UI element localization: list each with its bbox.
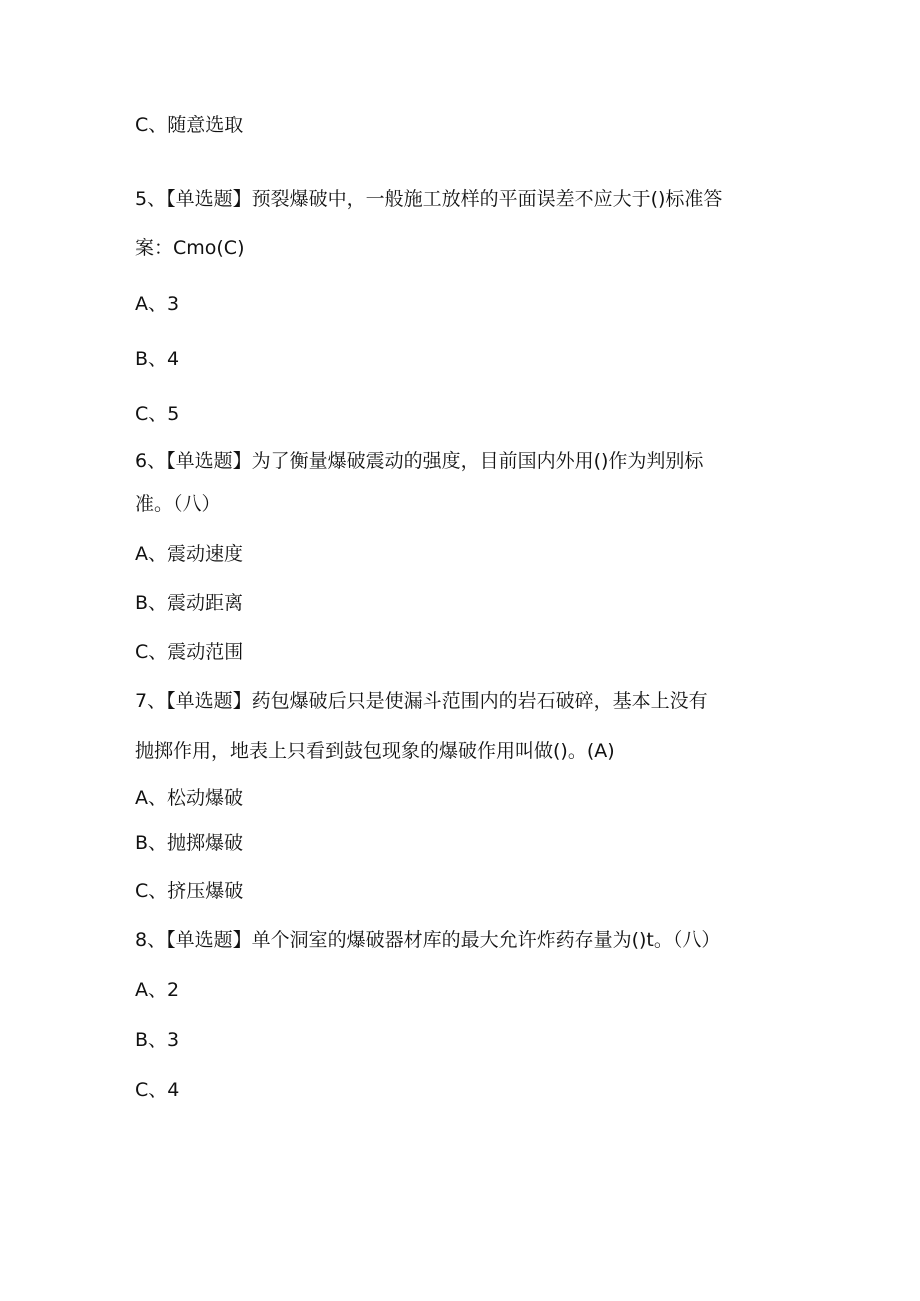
q8-stem-line-1: 8、【单选题】单个洞室的爆破器材库的最大允许炸药存量为()t。（八） [135,929,721,951]
q6-option-a: A、震动速度 [135,543,243,565]
q8-option-a: A、2 [135,979,180,1001]
q7-option-c: C、挤压爆破 [135,880,244,902]
q7-option-a: A、松动爆破 [135,787,243,809]
q5-stem-line-1: 5、【单选题】预裂爆破中，一般施工放样的平面误差不应大于()标准答 [135,188,723,210]
q6-option-c: C、震动范围 [135,641,244,663]
q5-option-b: B、4 [135,348,180,370]
q5-option-c: C、5 [135,403,180,425]
q5-stem-line-2: 案：Cmo(C) [135,237,245,259]
q8-option-c: C、4 [135,1079,180,1101]
q6-stem-line-1: 6、【单选题】为了衡量爆破震动的强度，目前国内外用()作为判别标 [135,450,704,472]
q6-stem-line-2: 准。（八） [135,493,221,515]
q5-option-a: A、3 [135,293,180,315]
q6-option-b: B、震动距离 [135,592,244,614]
q7-stem-line-2: 抛掷作用，地表上只看到鼓包现象的爆破作用叫做()。(A) [135,740,615,762]
q7-stem-line-1: 7、【单选题】药包爆破后只是使漏斗范围内的岩石破碎，基本上没有 [135,690,708,712]
q8-option-b: B、3 [135,1029,180,1051]
q7-option-b: B、抛掷爆破 [135,832,244,854]
q4-option-c: C、随意选取 [135,114,244,136]
